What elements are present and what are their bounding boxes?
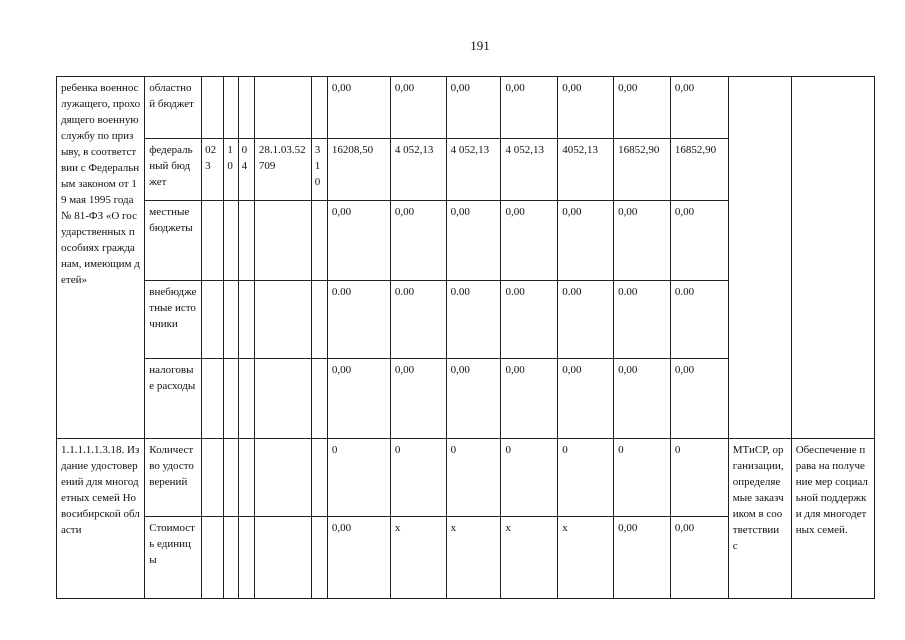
code-cell <box>254 439 311 517</box>
code-cell <box>238 77 254 139</box>
code-cell <box>311 439 327 517</box>
code-cell <box>311 281 327 359</box>
value-cell: 0 <box>327 439 390 517</box>
table-row <box>57 439 875 517</box>
value-cell: 0,00 <box>501 359 558 439</box>
source-name-cell: внебюджетные источники <box>145 281 202 359</box>
page-number: 191 <box>470 38 490 53</box>
value-cell: 4 052,13 <box>446 139 501 201</box>
code-cell: 023 <box>202 139 224 201</box>
code-cell <box>254 201 311 281</box>
value-cell: 0 <box>446 439 501 517</box>
value-cell: 0 <box>558 439 614 517</box>
value-cell: 0 <box>614 439 671 517</box>
executor-cell <box>728 77 791 439</box>
value-cell: 0,00 <box>501 201 558 281</box>
source-name-cell: федеральный бюджет <box>145 139 202 201</box>
row-group-a <box>57 77 875 439</box>
table-row <box>57 77 875 139</box>
value-cell: 0 <box>501 439 558 517</box>
activity-description-cell: ребенка военнослужащего, проходящего военную службу по призыву, в соответствии с Федеральным законом от 19 мая 1995 года № 81-ФЗ «О государственных пособиях гражданам, имеющим детей» <box>57 77 145 439</box>
code-cell <box>254 359 311 439</box>
source-name-cell: Количество удостоверений <box>145 439 202 517</box>
code-cell: 04 <box>238 139 254 201</box>
code-cell <box>224 281 238 359</box>
executor-cell: МТиСР, организации, определяемые заказчиком в соответствии с <box>728 439 791 599</box>
value-cell: 0,00 <box>390 359 446 439</box>
value-cell: 0,00 <box>327 359 390 439</box>
value-cell: 0,00 <box>327 77 390 139</box>
code-cell <box>202 281 224 359</box>
value-cell: 0,00 <box>558 77 614 139</box>
code-cell <box>238 359 254 439</box>
value-cell: 4 052,13 <box>501 139 558 201</box>
code-cell <box>202 77 224 139</box>
value-cell: x <box>446 517 501 599</box>
value-cell: 0,00 <box>558 201 614 281</box>
code-cell <box>202 439 224 517</box>
value-cell: 0,00 <box>390 201 446 281</box>
value-cell: 0,00 <box>614 517 671 599</box>
code-cell <box>311 201 327 281</box>
code-cell: 10 <box>224 139 238 201</box>
value-cell: 0,00 <box>614 77 671 139</box>
code-cell <box>238 281 254 359</box>
value-cell: x <box>390 517 446 599</box>
value-cell: 0,00 <box>614 201 671 281</box>
value-cell: 4052,13 <box>558 139 614 201</box>
value-cell: 0,00 <box>327 201 390 281</box>
code-cell <box>238 439 254 517</box>
activity-description-cell: 1.1.1.1.1.3.18. Издание удостоверений для многодетных семей Новосибирской области <box>57 439 145 599</box>
value-cell: 0 <box>390 439 446 517</box>
code-cell <box>224 201 238 281</box>
code-cell <box>224 359 238 439</box>
code-cell <box>238 201 254 281</box>
value-cell: 0.00 <box>558 281 614 359</box>
value-cell: 0.00 <box>327 281 390 359</box>
code-cell <box>202 359 224 439</box>
value-cell: 16208,50 <box>327 139 390 201</box>
value-cell: 0,00 <box>446 359 501 439</box>
code-cell <box>224 517 238 599</box>
source-name-cell: Стоимость единицы <box>145 517 202 599</box>
budget-table <box>56 76 875 599</box>
row-group-b <box>57 439 875 599</box>
code-cell <box>254 517 311 599</box>
code-cell <box>311 77 327 139</box>
value-cell: 0,00 <box>670 517 728 599</box>
value-cell: 0.00 <box>670 281 728 359</box>
code-cell <box>224 77 238 139</box>
result-cell: Обеспечение права на получение мер социальной поддержки для многодетных семей. <box>791 439 874 599</box>
value-cell: x <box>558 517 614 599</box>
code-cell <box>202 517 224 599</box>
value-cell: x <box>501 517 558 599</box>
value-cell: 0 <box>670 439 728 517</box>
value-cell: 4 052,13 <box>390 139 446 201</box>
code-cell: 310 <box>311 139 327 201</box>
code-cell <box>311 359 327 439</box>
value-cell: 0,00 <box>614 359 671 439</box>
value-cell: 0.00 <box>446 281 501 359</box>
value-cell: 0.00 <box>390 281 446 359</box>
code-cell: 28.1.03.52709 <box>254 139 311 201</box>
value-cell: 0,00 <box>670 201 728 281</box>
code-cell <box>238 517 254 599</box>
source-name-cell: местные бюджеты <box>145 201 202 281</box>
result-cell <box>791 77 874 439</box>
value-cell: 0,00 <box>670 359 728 439</box>
value-cell: 16852,90 <box>670 139 728 201</box>
code-cell <box>202 201 224 281</box>
code-cell <box>254 281 311 359</box>
value-cell: 0.00 <box>501 281 558 359</box>
value-cell: 0,00 <box>446 201 501 281</box>
code-cell <box>254 77 311 139</box>
value-cell: 16852,90 <box>614 139 671 201</box>
value-cell: 0,00 <box>670 77 728 139</box>
source-name-cell: налоговые расходы <box>145 359 202 439</box>
value-cell: 0,00 <box>446 77 501 139</box>
value-cell: 0,00 <box>501 77 558 139</box>
source-name-cell: областной бюджет <box>145 77 202 139</box>
value-cell: 0.00 <box>614 281 671 359</box>
value-cell: 0,00 <box>558 359 614 439</box>
code-cell <box>311 517 327 599</box>
value-cell: 0,00 <box>327 517 390 599</box>
value-cell: 0,00 <box>390 77 446 139</box>
code-cell <box>224 439 238 517</box>
